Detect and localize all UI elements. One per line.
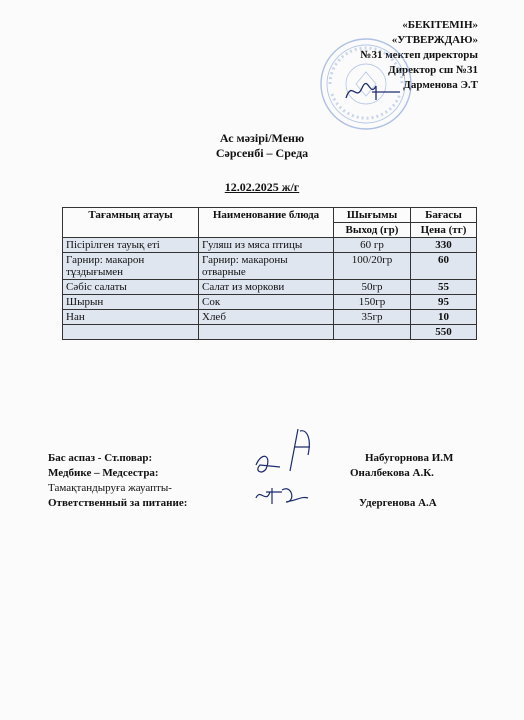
dish-output: 60 гр (334, 238, 411, 253)
dish-price: 330 (411, 238, 477, 253)
dish-name-kz: Пісірілген тауық еті (63, 238, 199, 253)
table-row (63, 280, 477, 295)
dish-name-ru: Гарнир: макароны отварные (199, 253, 334, 280)
nurse-name: Оналбекова А.К. (350, 467, 434, 479)
dish-name-kz: Сәбіс салаты (63, 280, 199, 295)
dish-name-kz: Нан (63, 310, 199, 325)
dish-name-ru: Гуляш из мяса птицы (199, 238, 334, 253)
dish-price: 95 (411, 295, 477, 310)
dish-name-kz: Гарнир: макарон тұздығымен (63, 253, 199, 280)
dish-name-ru: Хлеб (199, 310, 334, 325)
header-price-kz: Бағасы (411, 208, 477, 223)
signature-block (48, 451, 488, 511)
table-row (63, 295, 477, 310)
total-empty-cell (63, 325, 199, 340)
dish-price: 55 (411, 280, 477, 295)
table-total-row (63, 325, 477, 340)
director-signature (342, 76, 402, 106)
header-output-kz: Шығымы (334, 208, 411, 223)
approval-line-ru: «УТВЕРЖДАЮ» (391, 34, 478, 46)
dish-name-kz: Шырын (63, 295, 199, 310)
nurse-role: Медбике – Медсестра: (48, 467, 159, 479)
menu-title: Ас мәзірі/Меню (219, 131, 305, 145)
header-price-ru: Цена (тг) (411, 223, 477, 238)
director-title-kz: №31 мектеп директоры (360, 49, 478, 61)
menu-date: 12.02.2025 ж/г (224, 180, 300, 194)
responsible-role-ru: Ответственный за питание: (48, 497, 188, 509)
dish-name-ru: Сок (199, 295, 334, 310)
header-dish-kz: Тағамның атауы (63, 208, 199, 238)
menu-table (62, 207, 477, 340)
responsible-role-kz: Тамақтандыруға жауапты- (48, 482, 172, 494)
dish-name-ru: Салат из моркови (199, 280, 334, 295)
menu-heading (0, 131, 524, 161)
total-price: 550 (411, 325, 477, 340)
dish-price: 60 (411, 253, 477, 280)
total-empty-cell (199, 325, 334, 340)
signature-row (48, 451, 488, 466)
signature-row (48, 481, 488, 496)
dish-price: 10 (411, 310, 477, 325)
header-output-ru: Выход (гр) (334, 223, 411, 238)
dish-output: 50гр (334, 280, 411, 295)
dish-output: 100/20гр (334, 253, 411, 280)
table-header-row (63, 208, 477, 223)
total-empty-cell (334, 325, 411, 340)
chef-name: Набугорнова И.М (365, 452, 454, 464)
signature-row (48, 466, 488, 481)
responsible-name: Удергенова А.А (359, 497, 437, 509)
header-dish-ru: Наименование блюда (199, 208, 334, 238)
menu-date-line (0, 180, 524, 195)
dish-output: 150гр (334, 295, 411, 310)
dish-output: 35гр (334, 310, 411, 325)
table-row (63, 238, 477, 253)
table-row (63, 253, 477, 280)
director-name: Дарменова Э.Т (403, 79, 478, 91)
signature-row (48, 496, 488, 511)
table-row (63, 310, 477, 325)
chef-role: Бас аспаз - Ст.повар: (48, 452, 153, 464)
approval-line-kz: «БЕКІТЕМІН» (402, 19, 478, 31)
menu-day: Сәрсенбі – Среда (215, 146, 309, 160)
director-title-ru: Директор сш №31 (388, 64, 478, 76)
